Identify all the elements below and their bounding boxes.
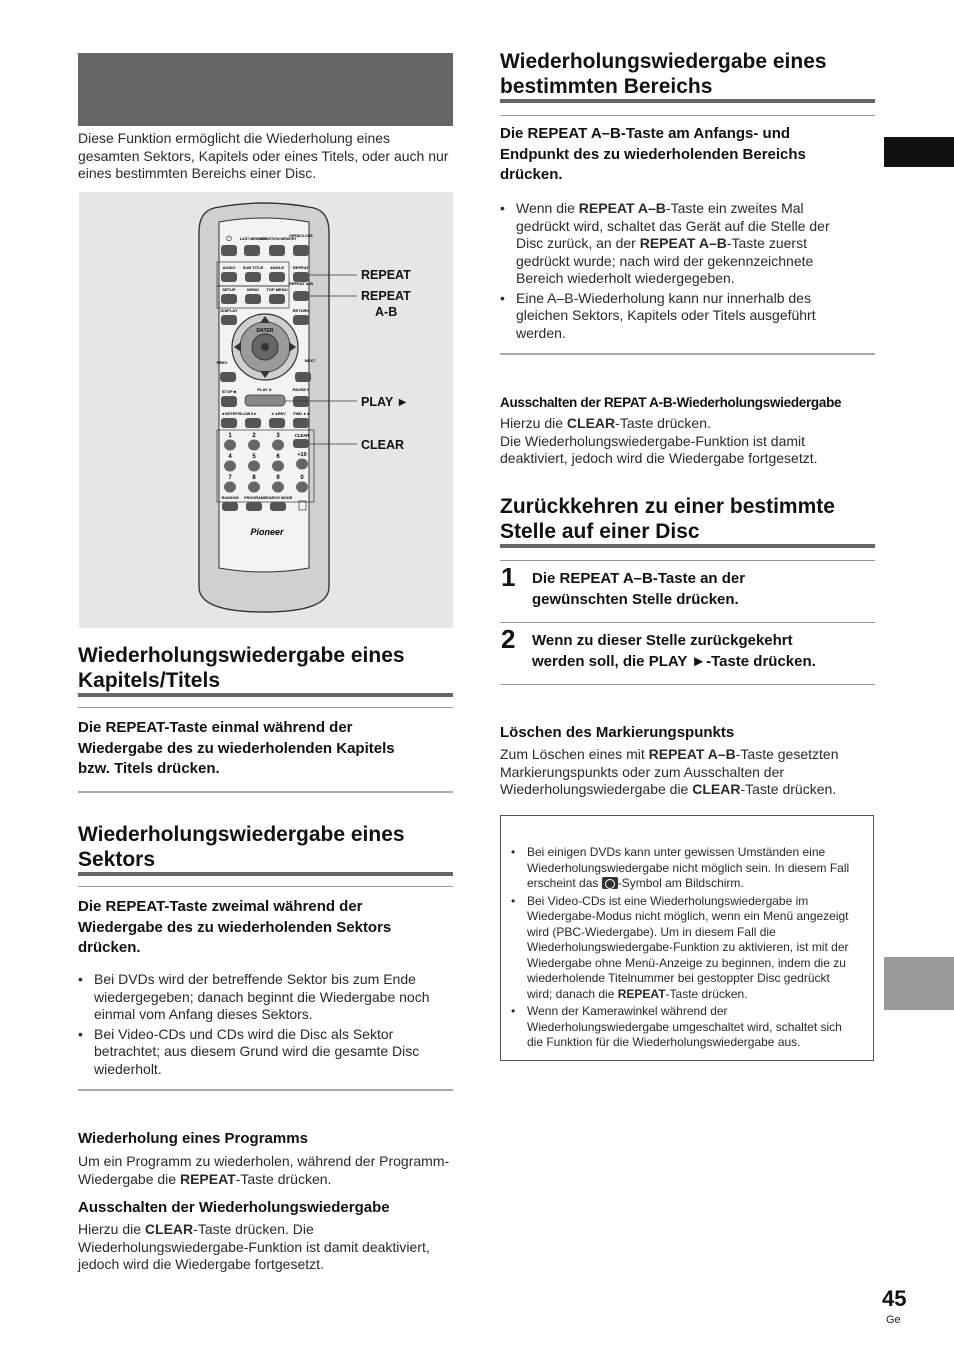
search-mode-button[interactable] [270, 502, 286, 511]
rule [500, 353, 875, 355]
section-title-return: Zurückkehren zu einer bestimmte Stelle auf einer Disc [500, 495, 835, 543]
sector-notes [78, 971, 453, 1080]
open-close-button[interactable] [293, 245, 309, 256]
random-label: RANDOM [221, 496, 239, 500]
key-8-button[interactable] [248, 482, 260, 493]
remote-control-drawing [79, 192, 453, 628]
prohibited-hand-icon [602, 877, 618, 889]
cancel-heading: Ausschalten der Wiederholungswiedergabe [78, 1199, 390, 1216]
page-number: 45 [882, 1286, 907, 1311]
program-label: PROGRAM [244, 496, 264, 500]
stop-label: STOP ■ [221, 389, 237, 394]
pause-label: PAUSE II [292, 387, 310, 392]
play-label: PLAY ► [257, 387, 273, 392]
rule [78, 693, 453, 697]
menu-label: MENU [247, 287, 259, 292]
next-label: NEXT [304, 358, 316, 363]
open-close-label: OPEN/CLOSE [289, 234, 313, 238]
key-6-label: 6 [276, 454, 280, 460]
key-7-button[interactable] [224, 482, 236, 493]
rule [500, 544, 875, 548]
plus10-label: +10 [297, 452, 307, 458]
top-menu-label: TOP MENU [266, 287, 288, 292]
language-code: Ge [886, 1314, 901, 1326]
key-3-label: 3 [276, 433, 280, 439]
key-6-button[interactable] [272, 461, 284, 472]
marker-text: Zum Löschen eines mit REPEAT A–B-Taste gesetzten Markierungspunkts oder zum Ausschalten der Wiederholungswiedergabe die CLEAR-Taste drücken. [500, 746, 839, 797]
power-icon: ⏻ [226, 236, 232, 243]
plus10-button[interactable] [296, 459, 308, 470]
step-2-text: Wenn zu dieser Stelle zurückgekehrt werden soll, die PLAY ►-Taste drücken. [532, 632, 816, 670]
range-notes [500, 200, 860, 344]
menu-button[interactable] [245, 294, 261, 304]
callout-repeat-ab-line2: A-B [375, 305, 398, 319]
notes-list [511, 845, 856, 1053]
section-title-range: Wiederholungswiedergabe eines bestimmten Bereichs [500, 50, 827, 98]
enter-label: ENTER [256, 328, 274, 334]
callout-play: PLAY ► [361, 395, 409, 409]
power-button[interactable] [221, 245, 237, 256]
pause-button[interactable] [293, 396, 309, 407]
instruction-range: Die REPEAT A–B-Taste am Anfangs- und Endpunkt des zu wiederholenden Bereichs drücken. [500, 125, 806, 183]
rule [500, 115, 875, 116]
play-button[interactable] [245, 395, 285, 406]
key-9-label: 9 [276, 475, 280, 481]
clear-button[interactable] [293, 439, 309, 448]
cancel-text: Hierzu die CLEAR-Taste drücken. Die Wiederholungswiedergabe-Funktion ist damit deaktiviert, jedoch wird die Wiedergabe fortgesetzt. [78, 1221, 430, 1272]
repeat-label: REPEAT [293, 265, 309, 270]
step-back-button[interactable] [221, 418, 237, 428]
last-memory-label: LAST MEMORY [239, 237, 267, 241]
program-text: Um ein Programm zu wiederholen, während der Programm-Wiedergabe die REPEAT-Taste drücken. [78, 1153, 450, 1187]
step-forward-button[interactable] [245, 418, 261, 428]
random-button[interactable] [222, 502, 238, 511]
key-2-button[interactable] [248, 440, 260, 451]
rule [500, 99, 875, 103]
return-label: RETURN [292, 308, 310, 313]
key-5-button[interactable] [248, 461, 260, 472]
rule [500, 622, 875, 623]
sub-title-button[interactable] [245, 272, 261, 282]
angle-label: ANGLE [270, 265, 284, 270]
rule [78, 886, 453, 887]
list-item: • Bei Video-CDs ist eine Wiederholungswiedergabe im Wiedergabe-Modus nicht möglich, wenn ein Menü angezeigt wird (PBC-Wiedergabe). Um in diesem Fall die Wiederholungswiedergabe-Funktion zu aktivieren, ist mit der Wiedergabe ohne Menü-Anzeige zu beginnen, indem die zu wiederholende Titelnummer bei gestoppter Disc gedrückt wird; danach die REPEAT-Taste drücken. [511, 894, 856, 1003]
program-button[interactable] [246, 502, 262, 511]
chapter-tab [884, 137, 954, 167]
list-item: • Bei Video-CDs und CDs wird die Disc als Sektor betrachtet; aus diesem Grund wird die gesamte Disc wiederholt. [78, 1026, 453, 1079]
return-button[interactable] [293, 315, 309, 325]
rule [78, 872, 453, 876]
section-title-chapter: Wiederholungswiedergabe eines Kapitels/Titels [78, 644, 405, 692]
cancel-ab-text: Hierzu die CLEAR-Taste drücken. Die Wiederholungswiedergabe-Funktion ist damit deaktiviert, jedoch wird die Wiedergabe fortgesetzt. [500, 415, 818, 466]
key-4-button[interactable] [224, 461, 236, 472]
rule [500, 684, 875, 685]
key-0-button[interactable] [296, 482, 308, 493]
list-item: • Wenn der Kamerawinkel während der Wiederholungswiedergabe umgeschaltet wird, schaltet sich die Funktion für die Wiederholungswiedergabe aus. [511, 1004, 856, 1051]
rule [78, 707, 453, 708]
fwd-label: FWD ►► [293, 412, 311, 416]
repeat-ab-label: REPEAT A-B [289, 281, 313, 286]
step-slow-label: ◄II/STEP/SLOW II► [220, 412, 258, 416]
clear-label: CLEAR [294, 433, 310, 438]
rule [500, 560, 875, 561]
pioneer-logo: Pioneer [250, 527, 284, 537]
key-8-label: 8 [252, 475, 256, 481]
condition-memory-label: CONDITION MEMORY [259, 237, 297, 241]
marker-heading: Löschen des Markierungspunkts [500, 724, 735, 741]
section-header-bar [78, 53, 453, 126]
key-0-label: 0 [300, 475, 304, 481]
top-menu-button[interactable] [269, 294, 285, 304]
key-1-label: 1 [228, 433, 232, 439]
step-number-2: 2 [501, 624, 516, 654]
display-label: DISPLAY [220, 308, 238, 313]
list-item: • Eine A–B-Wiederholung kann nur innerhalb des gleichen Sektors, Kapitels oder Titels ausgeführt werden. [500, 290, 860, 343]
setup-label: SETUP [222, 287, 236, 292]
key-4-label: 4 [228, 454, 232, 460]
rev-button[interactable] [269, 418, 285, 428]
rule [78, 791, 453, 793]
key-1-button[interactable] [224, 440, 236, 451]
stop-button[interactable] [221, 396, 237, 407]
repeat-ab-button[interactable] [293, 291, 309, 301]
section-tab [884, 957, 954, 1010]
key-5-label: 5 [252, 454, 256, 460]
angle-button[interactable] [269, 272, 285, 282]
display-button[interactable] [221, 315, 237, 325]
key-2-label: 2 [252, 433, 256, 439]
rev-label: ◄◄REV [270, 412, 286, 416]
condition-memory-button[interactable] [269, 245, 285, 256]
instruction-sector: Die REPEAT-Taste zweimal während der Wiedergabe des zu wiederholenden Sektors drücken. [78, 898, 392, 956]
step-1-text: Die REPEAT A–B-Taste an der gewünschten Stelle drücken. [532, 570, 746, 608]
program-heading: Wiederholung eines Programms [78, 1130, 308, 1147]
key-7-label: 7 [228, 475, 232, 481]
callout-repeat: REPEAT [361, 268, 411, 282]
prev-button[interactable] [220, 372, 236, 382]
fwd-button[interactable] [293, 418, 309, 428]
key-3-button[interactable] [272, 440, 284, 451]
audio-label: AUDIO [222, 265, 236, 270]
sub-title-label: SUB TITLE [242, 265, 264, 270]
intro-text: Diese Funktion ermöglicht die Wiederholung eines gesamten Sektors, Kapitels oder eines Titels, oder auch nur eines bestimmten Bereichs einer Disc. [78, 130, 449, 181]
list-item: • Bei einigen DVDs kann unter gewissen Umständen eine Wiederholungswiedergabe nicht möglich sein. In diesem Fall erscheint das -Symbol am Bildschirm. [511, 845, 856, 892]
last-memory-button[interactable] [244, 245, 260, 256]
callout-repeat-ab-line1: REPEAT [361, 289, 411, 303]
search-mode-label: SEARCH MODE [263, 496, 293, 500]
callout-clear: CLEAR [361, 438, 405, 452]
rule [78, 1089, 453, 1091]
key-9-button[interactable] [272, 482, 284, 493]
audio-button[interactable] [221, 272, 237, 282]
instruction-chapter: Die REPEAT-Taste einmal während der Wiedergabe des zu wiederholenden Kapitels bzw. Titels drücken. [78, 719, 395, 777]
next-button[interactable] [295, 372, 311, 382]
cancel-ab-heading: Ausschalten der REPAT A-B-Wiederholungswiedergabe [500, 395, 842, 410]
remote-illustration [79, 192, 453, 628]
setup-button[interactable] [221, 294, 237, 304]
list-item: • Wenn die REPEAT A–B-Taste ein zweites Mal gedrückt wird, schaltet das Gerät auf die Stelle der Disc zurück, an der REPEAT A–B-Taste zuerst gedrückt wurde; nach wird der gekennzeichnete Bereich wiederholt wiedergegeben. [500, 200, 860, 288]
prev-label: PREV [216, 360, 228, 365]
list-item: • Bei DVDs wird der betreffende Sektor bis zum Ende wiedergegeben; danach beginnt die Wiedergabe noch einmal vom Anfang dieses Sektors. [78, 971, 453, 1024]
step-number-1: 1 [501, 562, 516, 592]
section-title-sector: Wiederholungswiedergabe eines Sektors [78, 823, 405, 871]
